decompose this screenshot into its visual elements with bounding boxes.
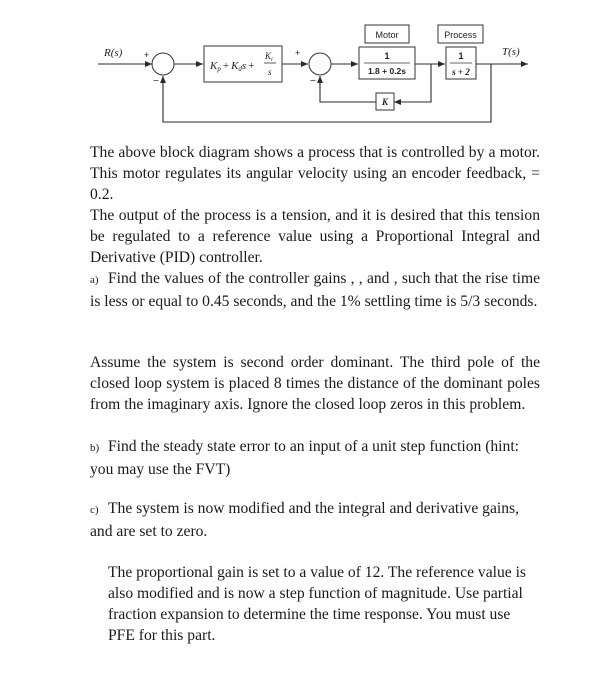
question-b [90,436,540,480]
question-a [90,268,540,312]
motor-title: Motor [375,30,399,40]
pid-ki-numerator: $K_i$ [265,51,273,63]
summing-junction-2 [309,53,331,75]
question-b-label: b) [90,442,100,454]
paragraph-intro: The above block diagram shows a process that is controlled by a motor. This motor regulates its angular velocity using an encoder feedback, = 0.2. [90,144,540,203]
input-label: R(s) [104,47,123,59]
process-title: Process [444,30,477,40]
paragraph-proportional: The proportional gain is set to a value of 12. The reference value is also modified and is now a step function of magnitude. Use partial fraction expansion to determine the time response. You must use PFE for this part. [108,564,526,644]
pid-ki-denominator: s [268,67,272,77]
question-c [90,498,540,542]
summing-junction-1 [152,53,174,75]
pid-expression: Kp + Kds + [210,60,255,73]
paragraph-objective: The output of the process is a tension, and it is desired that this tension be regulated to a reference value using a Proportional Integral and Derivative (PID) controller. [90,207,540,266]
question-b-text: Find the steady state error to an input of a unit step function (hint: you may use the FVT) [90,438,519,478]
question-c-text: The system is now modified and the integral and derivative gains, and are set to zero. [90,500,519,540]
sum2-plus: + [295,48,301,58]
sum1-plus: + [144,50,150,60]
paragraph-assumptions: Assume the system is second order dominant. The third pole of the closed loop system is placed 8 times the distance of the dominant poles from the imaginary axis. Ignore the closed loop zeros in this problem. [90,354,540,413]
question-a-text: Find the values of the controller gains , , and , such that the rise time is less or equal to 0.45 seconds, and the 1% settling time is 5/3 seconds. [90,270,540,310]
question-c-label: c) [90,504,99,516]
motor-denominator: 1.8 + 0.2s [367,66,407,76]
process-numerator: 1 [458,51,464,61]
inner-feedback-to-sum2-arrow [320,76,376,102]
question-a-label: a) [90,274,99,286]
feedback-gain-label: K [381,97,389,107]
sum2-minus: − [310,76,316,87]
motor-numerator: 1 [384,51,390,61]
output-label: T(s) [502,46,520,58]
process-denominator: s + 2 [452,67,470,77]
block-diagram [0,0,612,140]
sum1-minus: − [153,76,159,87]
